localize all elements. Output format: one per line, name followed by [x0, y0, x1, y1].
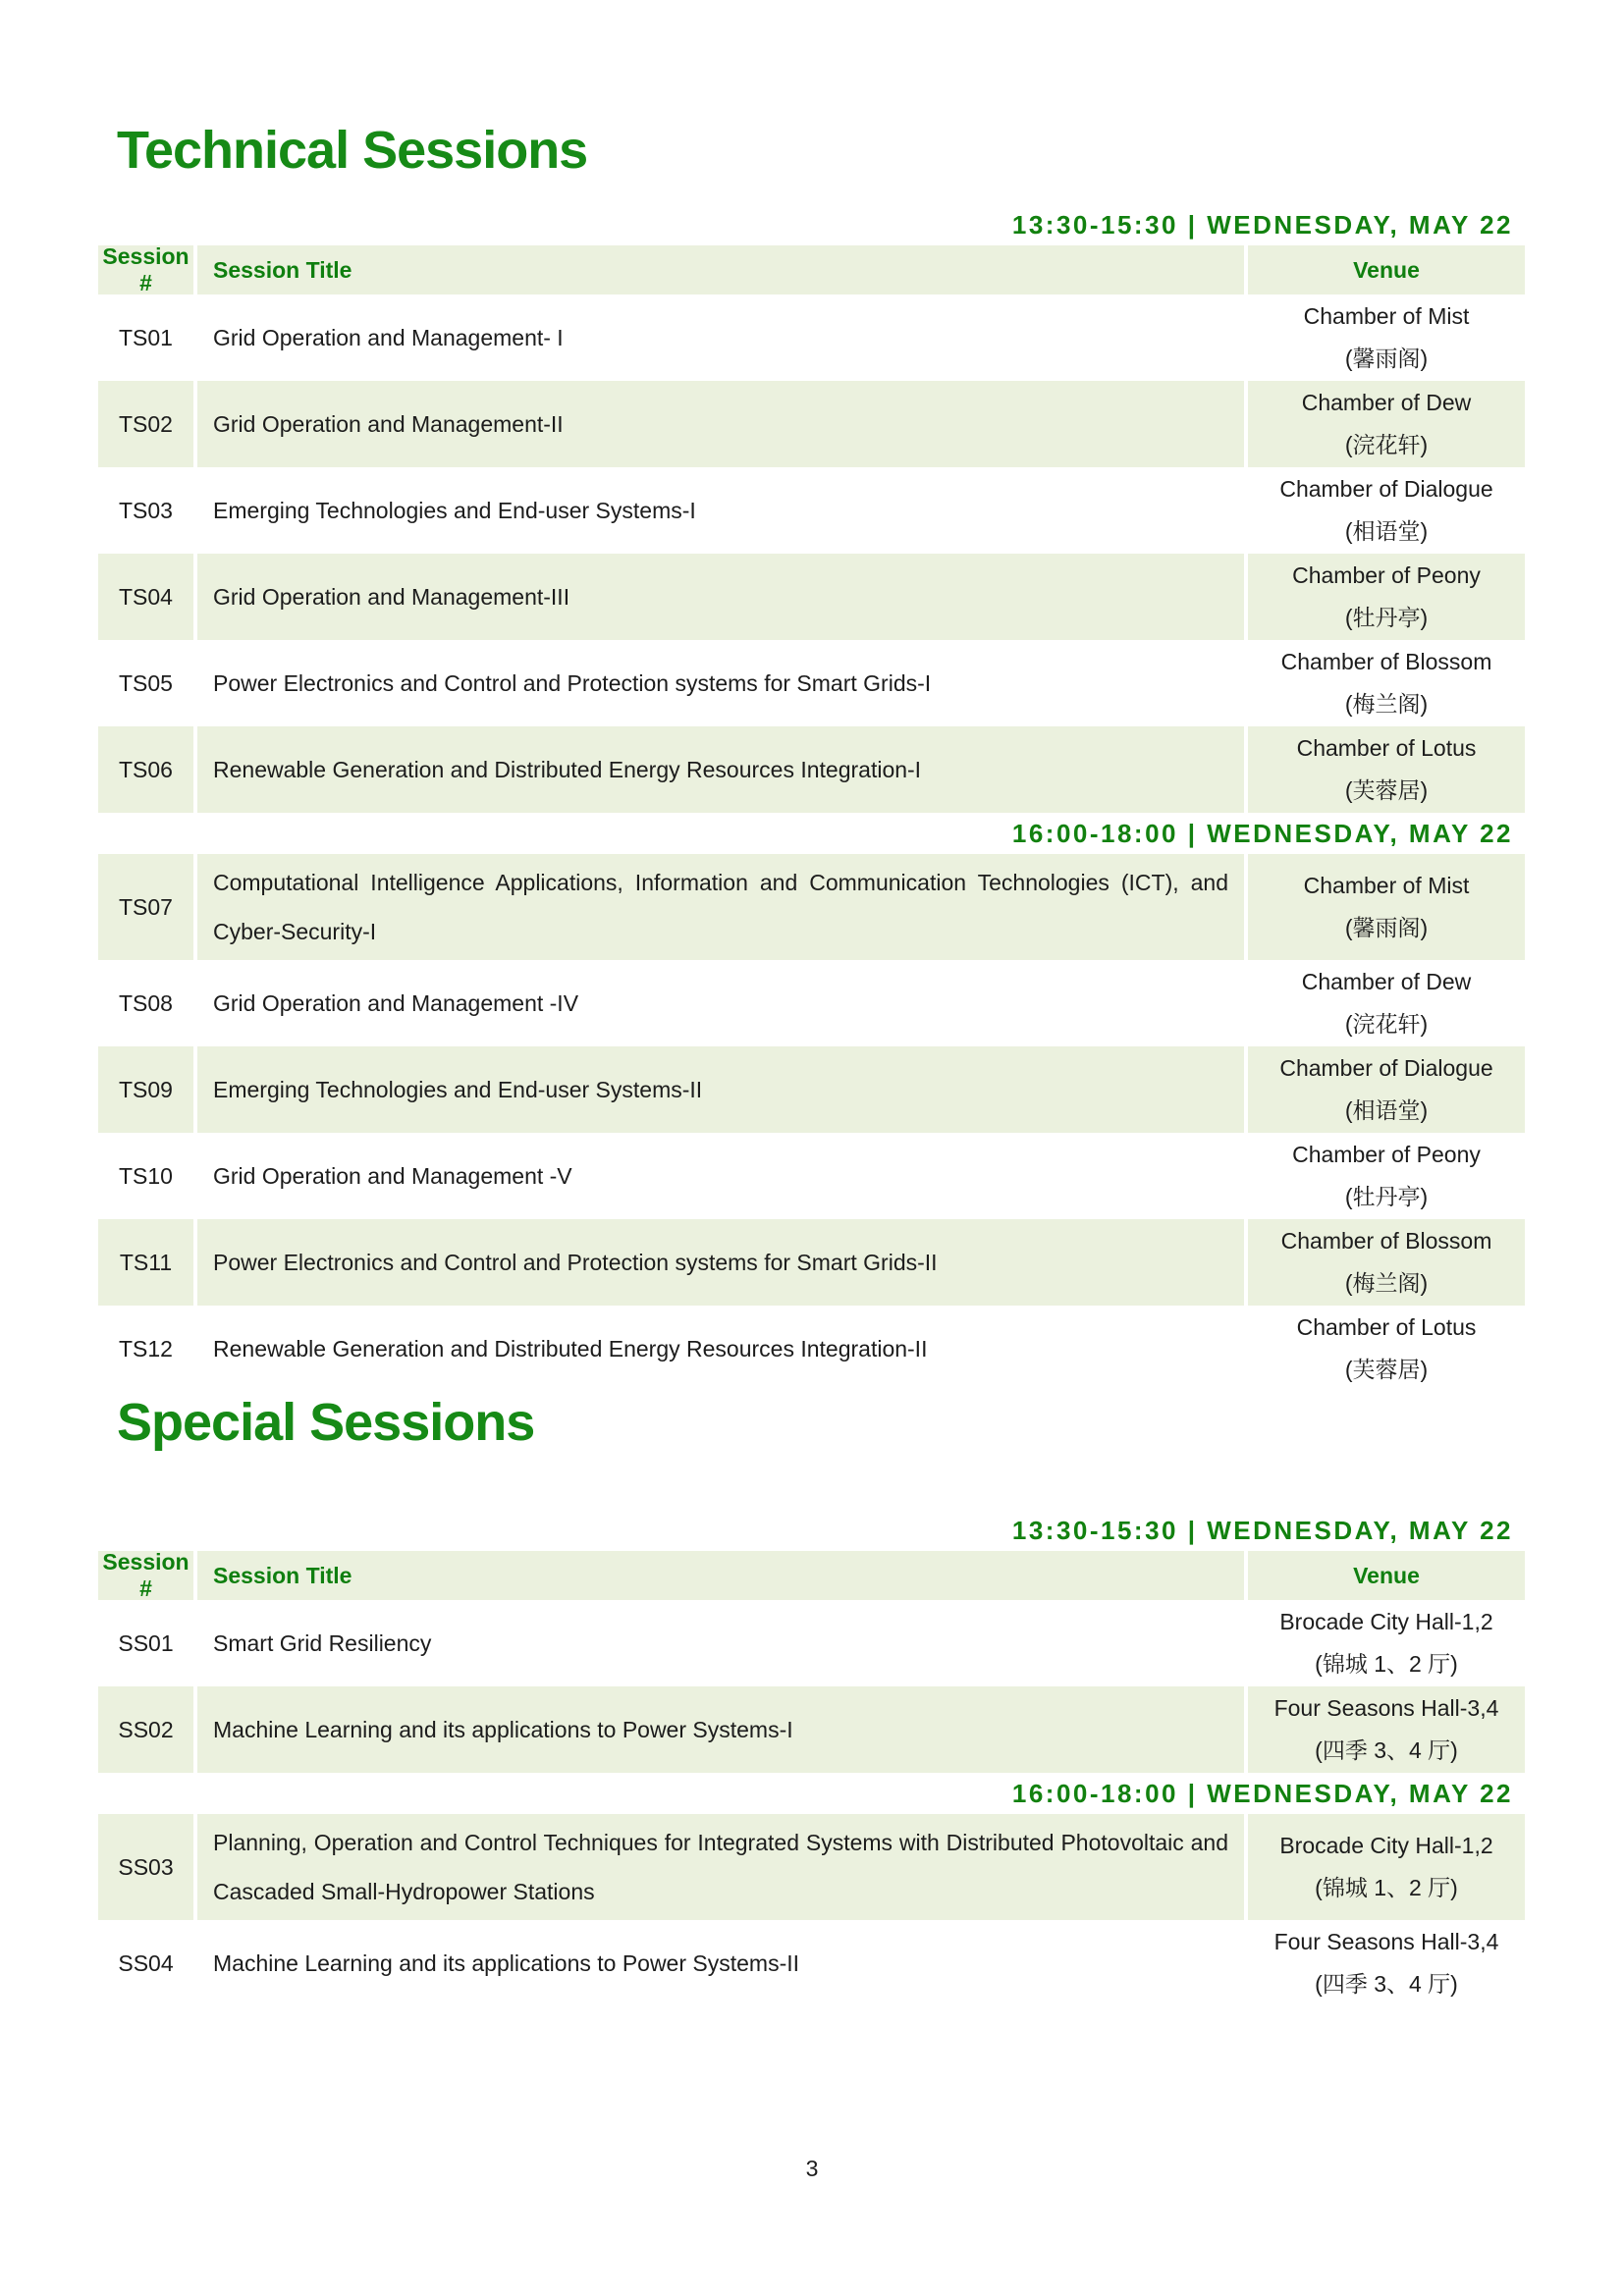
venue-en: Chamber of Peony: [1292, 562, 1481, 588]
venue-en: Chamber of Blossom: [1280, 1228, 1492, 1254]
column-header-venue: Venue: [1248, 1551, 1525, 1600]
session-id: TS08: [119, 989, 173, 1016]
table-row: [98, 1686, 1525, 1773]
venue: [1248, 960, 1525, 1046]
table-row: [98, 640, 1525, 726]
session-title: Smart Grid Resiliency: [213, 1630, 432, 1656]
time-header: 13:30-15:30 | WEDNESDAY, MAY 22: [1011, 209, 1513, 240]
venue-en: Brocade City Hall-1,2: [1279, 1833, 1493, 1858]
session-title: Planning, Operation and Control Techniques for Integrated Systems with Distributed Photovoltaic and Cascaded Small-Hydropower Stations: [197, 1814, 1244, 1920]
venue-cn: (梅兰阁): [1344, 1270, 1429, 1296]
table-header-row: [98, 1551, 1525, 1600]
session-id: TS05: [119, 669, 173, 696]
venue-cn: (浣花轩): [1344, 1011, 1429, 1037]
session-id: SS02: [98, 1686, 193, 1773]
session-id: TS07: [98, 854, 193, 960]
table-row: [98, 960, 1525, 1046]
session-id: TS03: [119, 497, 173, 523]
column-header-title: Session Title: [197, 245, 1244, 294]
venue-cn: (牡丹亭): [1344, 1184, 1429, 1209]
venue-cn: (馨雨阁): [1344, 915, 1429, 940]
venue-cn: (锦城 1、2 厅): [1315, 1651, 1458, 1677]
time-header: 13:30-15:30 | WEDNESDAY, MAY 22: [1011, 1515, 1513, 1545]
session-id: TS11: [98, 1219, 193, 1306]
venue-cn: (牡丹亭): [1344, 605, 1429, 630]
venue: [1248, 1306, 1525, 1392]
time-header: 16:00-18:00 | WEDNESDAY, MAY 22: [1011, 1778, 1513, 1808]
session-title: Renewable Generation and Distributed Energy Resources Integration-II: [213, 1336, 928, 1362]
venue: [1248, 726, 1525, 813]
session-title: Emerging Technologies and End-user Systems-II: [197, 1046, 1244, 1133]
table-row: [98, 381, 1525, 467]
venue-en: Chamber of Dialogue: [1279, 1055, 1493, 1081]
table-row: [98, 1046, 1525, 1133]
venue-cn: (浣花轩): [1344, 432, 1429, 457]
session-id: SS03: [98, 1814, 193, 1920]
column-header-session: Session #: [98, 245, 193, 294]
venue: [1248, 1814, 1525, 1920]
venue-en: Chamber of Dew: [1301, 969, 1472, 994]
venue-cn: (四季 3、4 厅): [1315, 1737, 1458, 1763]
venue: [1248, 1686, 1525, 1773]
session-title: Grid Operation and Management-III: [197, 554, 1244, 640]
venue: [1248, 294, 1525, 381]
session-title: Machine Learning and its applications to Power Systems-II: [213, 1950, 800, 1976]
venue: [1248, 1219, 1525, 1306]
table-row: [98, 1814, 1525, 1920]
section-title-technical: Technical Sessions: [117, 121, 588, 180]
table-row: [98, 554, 1525, 640]
venue-en: Four Seasons Hall-3,4: [1273, 1929, 1499, 1954]
session-title: Computational Intelligence Applications, Information and Communication Technologies (ICT), and Cyber-Security-I: [197, 854, 1244, 960]
venue: [1248, 554, 1525, 640]
session-id: TS09: [98, 1046, 193, 1133]
session-id: SS01: [118, 1629, 174, 1656]
venue-en: Chamber of Mist: [1303, 303, 1470, 329]
table-row: [98, 854, 1525, 960]
table-row: [98, 1219, 1525, 1306]
special-sessions-table: [98, 1510, 1525, 2006]
venue-en: Brocade City Hall-1,2: [1279, 1609, 1493, 1634]
session-title: Grid Operation and Management -IV: [213, 990, 579, 1016]
venue: [1248, 1600, 1525, 1686]
session-id: TS12: [119, 1335, 173, 1362]
table-row: [98, 726, 1525, 813]
session-id: TS01: [119, 324, 173, 350]
table-row: [98, 1920, 1525, 2006]
session-title: Power Electronics and Control and Protection systems for Smart Grids-II: [197, 1219, 1244, 1306]
session-title: Grid Operation and Management-II: [197, 381, 1244, 467]
session-id: TS02: [98, 381, 193, 467]
venue: [1248, 854, 1525, 960]
venue: [1248, 1046, 1525, 1133]
venue-en: Chamber of Lotus: [1296, 1314, 1477, 1340]
column-header-venue: Venue: [1248, 245, 1525, 294]
session-id: TS04: [98, 554, 193, 640]
table-row: [98, 1306, 1525, 1392]
venue: [1248, 1920, 1525, 2006]
venue-cn: (芙蓉居): [1344, 1357, 1429, 1382]
table-row: [98, 1133, 1525, 1219]
session-title: Grid Operation and Management -V: [213, 1163, 572, 1189]
column-header-title: Session Title: [197, 1551, 1244, 1600]
venue-en: Chamber of Peony: [1292, 1142, 1481, 1167]
time-header: 16:00-18:00 | WEDNESDAY, MAY 22: [1011, 818, 1513, 848]
table-row: [98, 294, 1525, 381]
venue-cn: (馨雨阁): [1344, 346, 1429, 371]
venue-en: Four Seasons Hall-3,4: [1273, 1695, 1499, 1721]
session-id: SS04: [118, 1949, 174, 1976]
session-title: Emerging Technologies and End-user Systems-I: [213, 498, 696, 523]
session-id: TS10: [119, 1162, 173, 1189]
venue-cn: (相语堂): [1344, 1097, 1429, 1123]
venue-en: Chamber of Dew: [1301, 390, 1472, 415]
page-number: 3: [805, 2156, 819, 2181]
venue: [1248, 381, 1525, 467]
session-title: Renewable Generation and Distributed Energy Resources Integration-I: [197, 726, 1244, 813]
session-title: Grid Operation and Management- I: [213, 325, 564, 350]
session-title: Machine Learning and its applications to Power Systems-I: [197, 1686, 1244, 1773]
technical-sessions-table: [98, 204, 1525, 1392]
venue: [1248, 467, 1525, 554]
session-title: Power Electronics and Control and Protection systems for Smart Grids-I: [213, 670, 932, 696]
table-row: [98, 467, 1525, 554]
venue: [1248, 640, 1525, 726]
venue-en: Chamber of Lotus: [1296, 735, 1477, 761]
session-id: TS06: [98, 726, 193, 813]
section-title-special: Special Sessions: [117, 1393, 535, 1452]
venue-en: Chamber of Blossom: [1280, 649, 1492, 674]
venue-cn: (芙蓉居): [1344, 777, 1429, 803]
column-header-session: Session #: [98, 1551, 193, 1600]
venue-cn: (锦城 1、2 厅): [1315, 1875, 1458, 1900]
table-row: [98, 1600, 1525, 1686]
venue-cn: (四季 3、4 厅): [1315, 1971, 1458, 1997]
venue-en: Chamber of Dialogue: [1279, 476, 1493, 502]
venue-en: Chamber of Mist: [1303, 873, 1470, 898]
venue-cn: (相语堂): [1344, 518, 1429, 544]
table-header-row: [98, 245, 1525, 294]
venue: [1248, 1133, 1525, 1219]
venue-cn: (梅兰阁): [1344, 691, 1429, 717]
